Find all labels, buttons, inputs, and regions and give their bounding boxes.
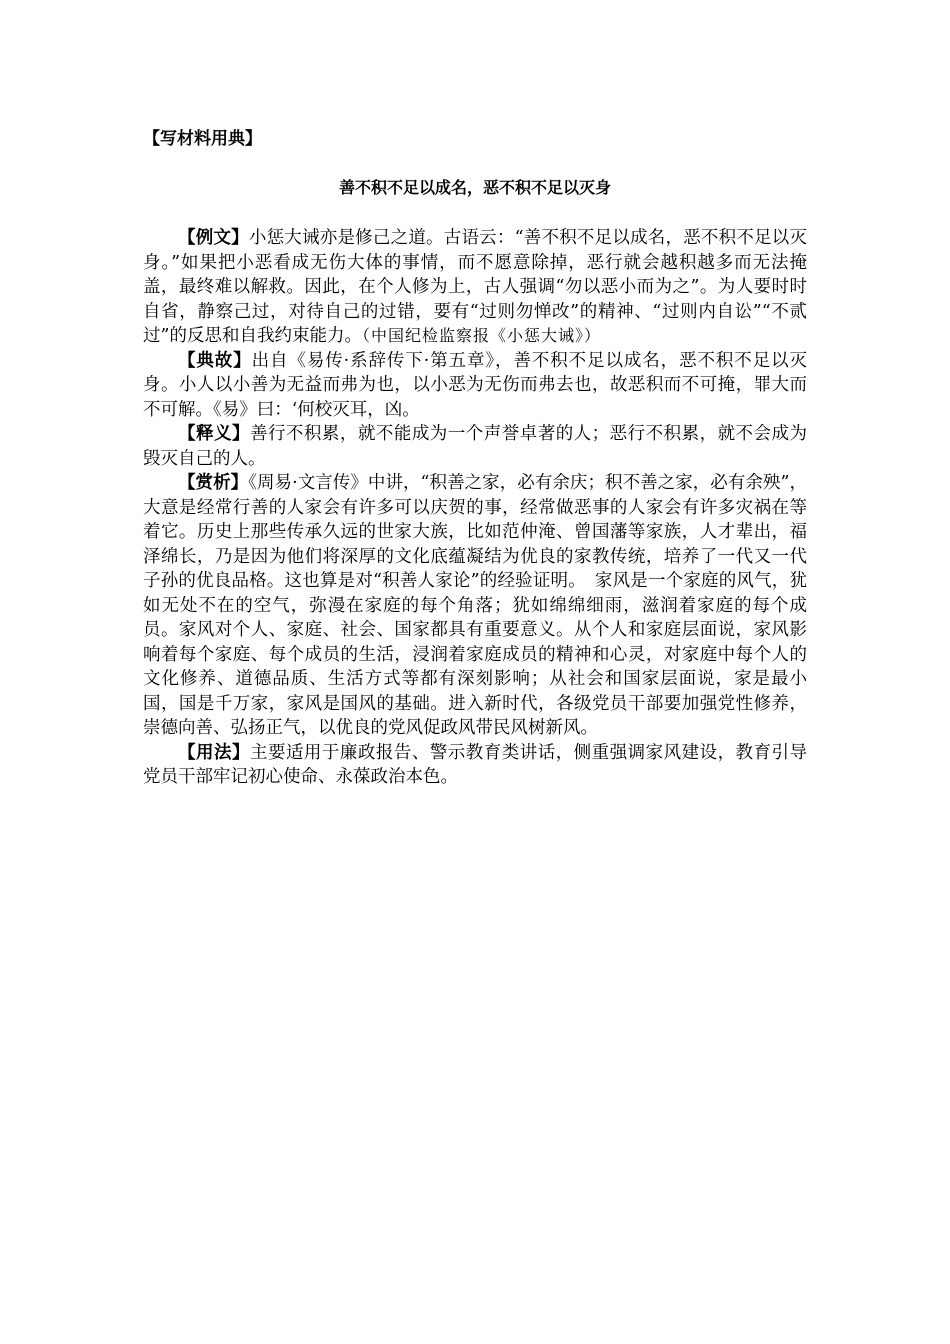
page-title: 善不积不足以成名，恶不积不足以灭身 xyxy=(338,178,611,197)
appreciation-text: 《周易·文言传》中讲，“积善之家，必有余庆；积不善之家，必有余殃”， 大意是经常行善的人家会有许多可以庆贺的事，经常做恶事的人家会有许多灾祸在等着它。历史上那些传承久远的世家大族，比如范仲淹、曾国藩等家族，人才辈出，福泽绵长，乃是因为他们将深厚的文化底蕴凝结为优良的家教传统，培养了一代又一代子孙的优良品格。这也算是对“积善人家论”的经验证明。 家风是一个家庭的风气，犹如无处不在的空气，弥漫在家庭的每个角落；犹如绵绵细雨，滋润着家庭的每个成员。家风对个人、家庭、社会、国家都具有重要意义。从个人和家庭层面说，家风影响着每个家庭、每个成员的生活，浸润着家庭成员的精神和心灵，对家庭中每个人的文化修养、道德品质、生活方式等都有深刻影响；从社会和国家层面说，家是最小国，国是千万家，家风是国风的基础。进入新时代，各级党员干部要加强党性修养，崇德向善、弘扬正气，以优良的党风促政风带民风树新风。 xyxy=(143,473,807,738)
appreciation-label: 【赏析】 xyxy=(178,473,249,493)
meaning-text: 善行不积累，就不能成为一个声誉卓著的人；恶行不积累，就不会成为毁灭自己的人。 xyxy=(143,424,808,469)
example-paragraph xyxy=(143,226,807,349)
allusion-text: 出自《易传·系辞传下·第五章》，善不积不足以成名，恶不积不足以灭身。小人以小善为无益而弗为也，以小恶为无伤而弗去也，故恶积而不可掩，罪大而不可解。《易》曰：‘何校灭耳，凶。 xyxy=(143,350,808,420)
usage-paragraph xyxy=(143,741,807,790)
meaning-label: 【释义】 xyxy=(178,424,250,444)
example-text: 小惩大诫亦是修己之道。古语云：“善不积不足以成名，恶不积不足以灭身。”如果把小恶看成无伤大体的事情，而不愿意除掉，恶行就会越积越多而无法掩盖，最终难以解救。因此，在个人修为上，古人强调“勿以恶小而为之”。为人要时时自省，静察己过，对待自己的过错，要有“过则勿惮改”的精神、“过则内自讼”“不贰过”的反思和自我约束能力。 xyxy=(143,228,808,346)
example-source: （中国纪检监察报《小惩大诫》） xyxy=(361,326,601,345)
example-label: 【例文】 xyxy=(178,228,249,248)
usage-text: 主要适用于廉政报告、警示教育类讲话，侧重强调家风建设，教育引导党员干部牢记初心使命、永葆政治本色。 xyxy=(143,742,808,787)
meaning-paragraph xyxy=(143,422,807,471)
usage-label: 【用法】 xyxy=(178,742,250,763)
document-body xyxy=(143,226,807,790)
allusion-paragraph xyxy=(143,349,807,423)
section-tag: 【写材料用典】 xyxy=(143,129,262,149)
appreciation-paragraph xyxy=(143,471,807,741)
allusion-label: 【典故】 xyxy=(178,350,252,371)
